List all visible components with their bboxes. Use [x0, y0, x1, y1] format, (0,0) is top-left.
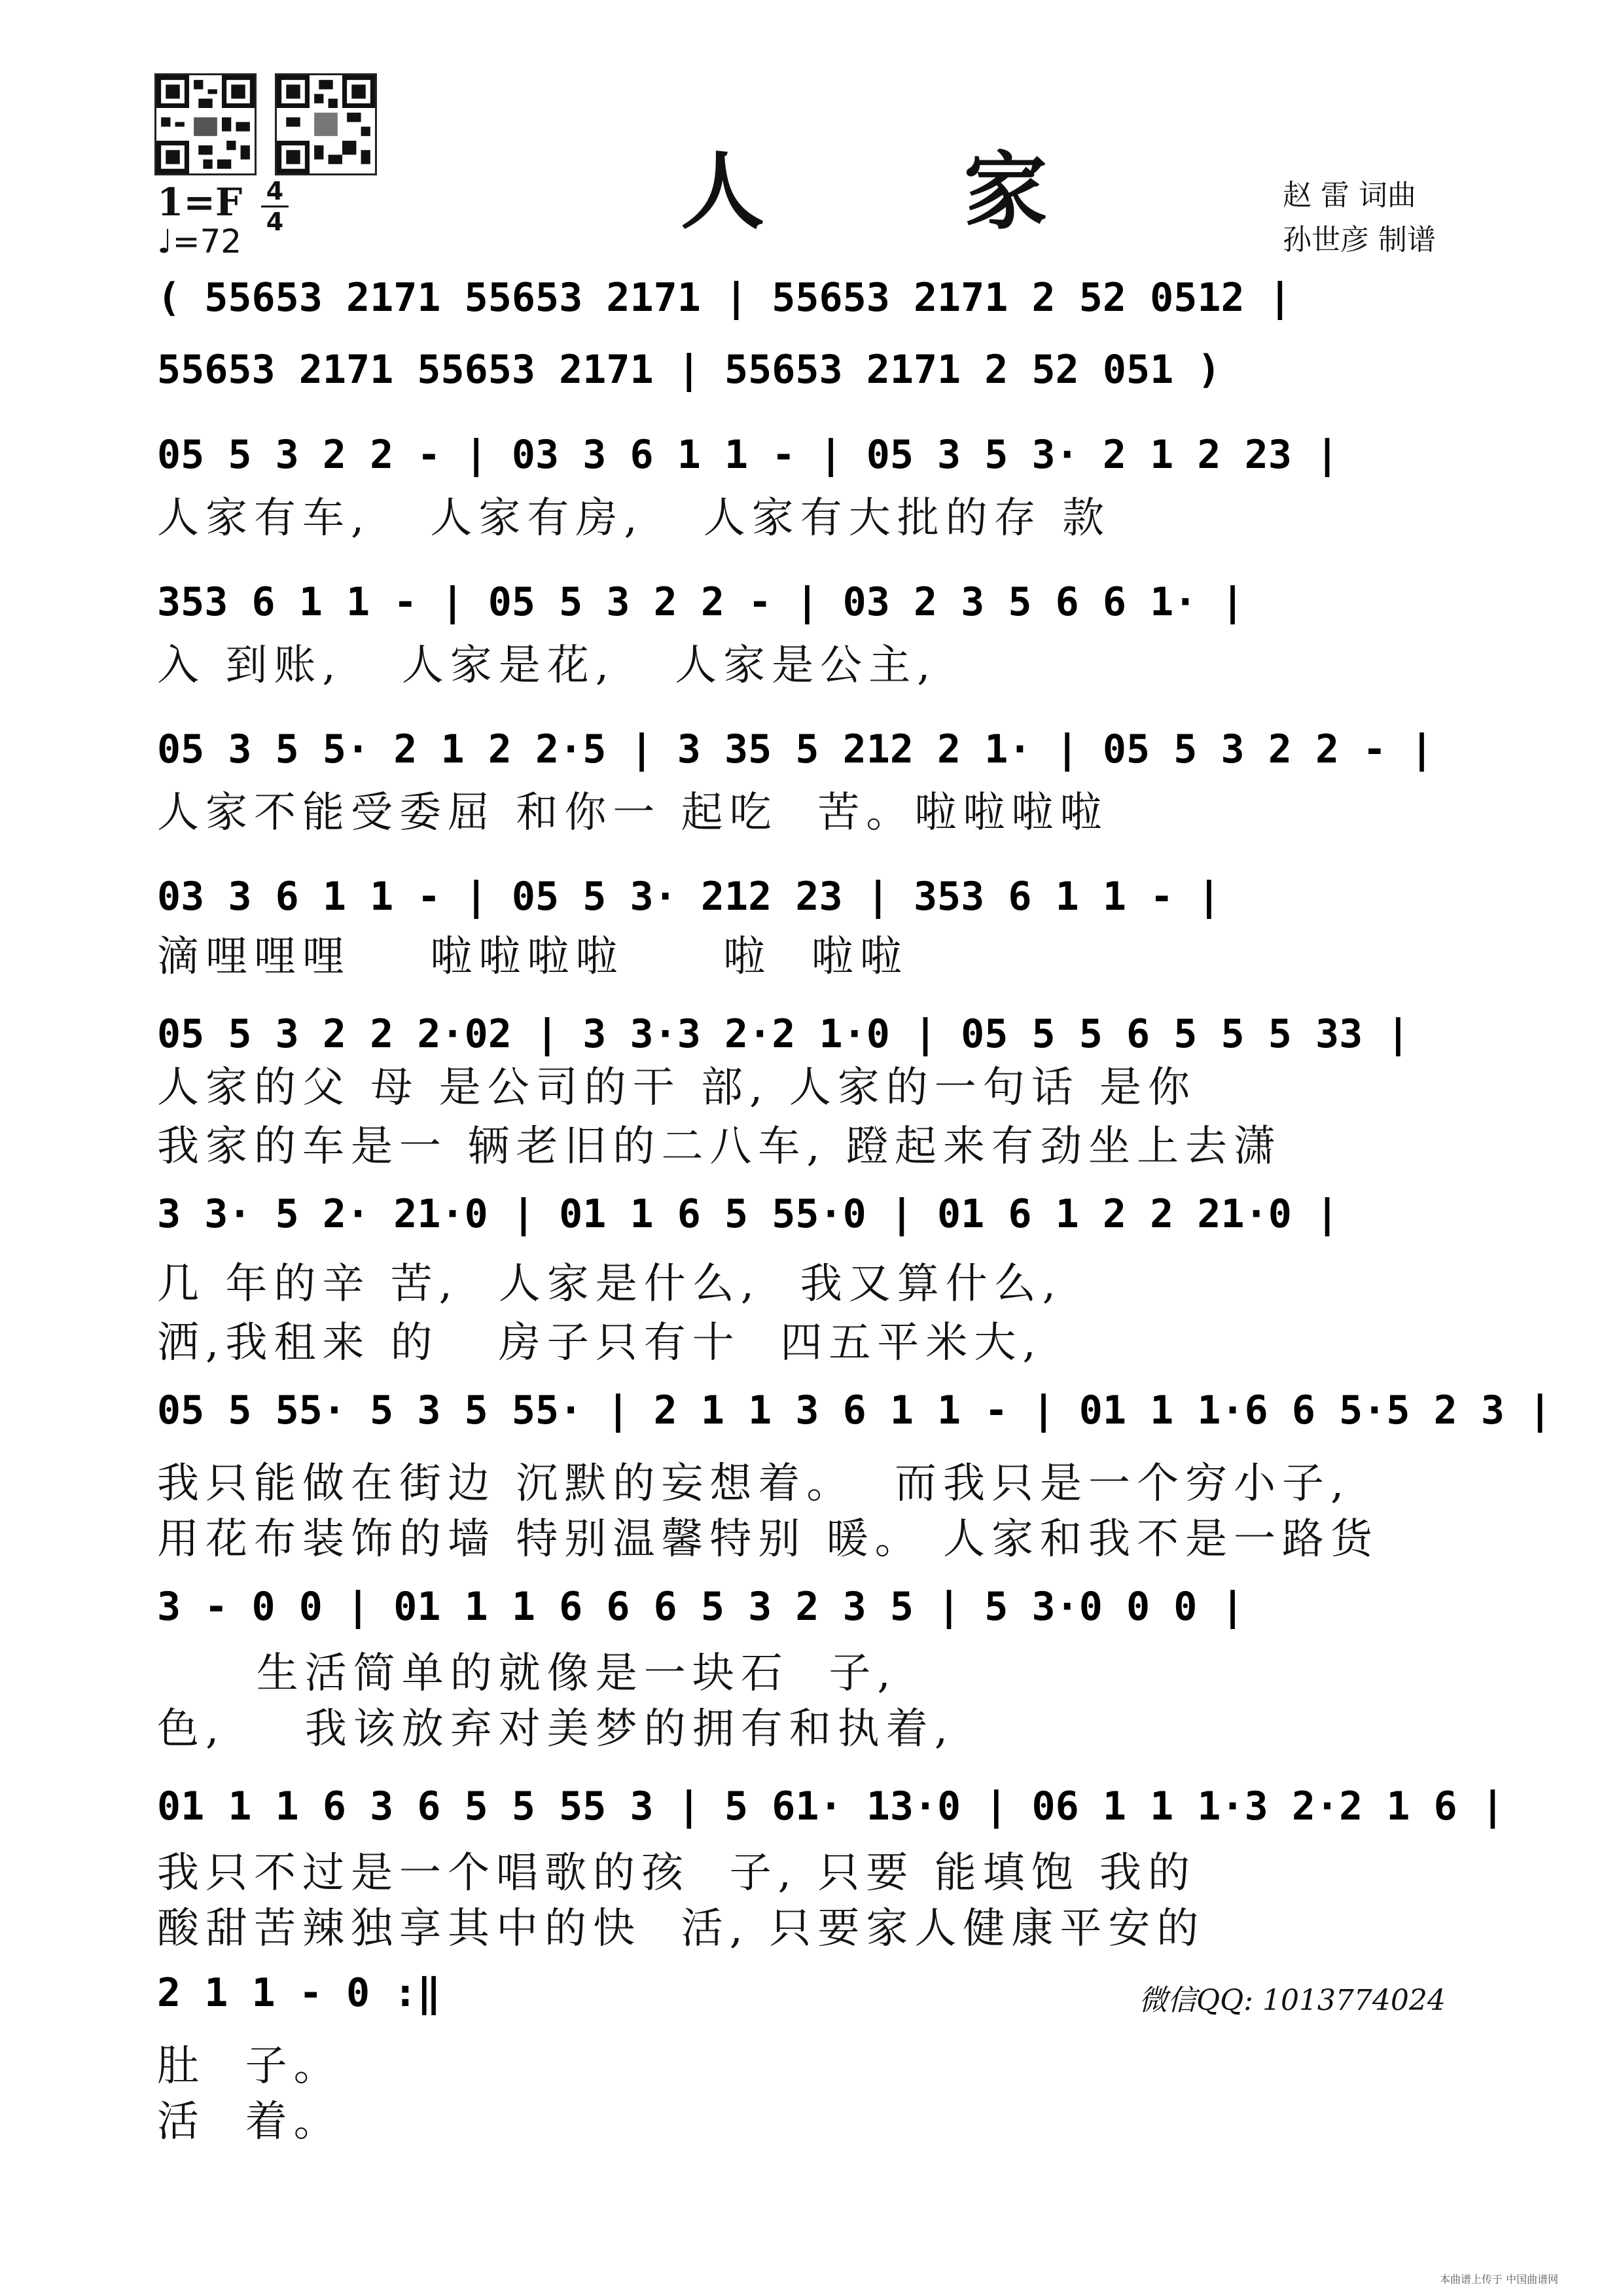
- notation-text: 05 5 3 2 2 - | 03 3 6 1 1 - | 05 3 5 3· 2 1 2 23 |: [157, 432, 1340, 478]
- lyric-line: 色, 我该放弃对美梦的拥有和执着,: [157, 1705, 955, 1753]
- notation-row: [0, 337, 1623, 422]
- lyric-line: 我家的车是一 辆老旧的二八车, 蹬起来有劲坐上去潇: [157, 1122, 1283, 1171]
- lyric-line: 用花布装饰的墙 特别温馨特别 暖。 人家和我不是一路货: [157, 1515, 1380, 1564]
- notation-text: 03 3 6 1 1 - | 05 5 3· 212 23 | 353 6 1 1 - |: [157, 874, 1221, 920]
- credit-lyrics-music: 赵 雷 词曲: [1283, 179, 1416, 212]
- lyric-line: 我只能做在街边 沉默的妄想着。 而我只是一个穷小子,: [157, 1460, 1351, 1508]
- notation-text: 05 5 55· 5 3 5 55· | 2 1 1 3 6 1 1 - | 01 1 1·6 6 5·5 2 3 |: [157, 1388, 1552, 1433]
- lyric-line: 酸甜苦辣独享其中的快 活, 只要家人健康平安的: [157, 1905, 1205, 1953]
- lyric-line: 洒,我租来 的 房子只有十 四五平米大,: [157, 1319, 1043, 1367]
- notation-text: 3 - 0 0 | 01 1 1 6 6 6 5 3 2 3 5 | 5 3·0 0 0 |: [157, 1584, 1245, 1630]
- tempo-marking: ♩=72: [157, 223, 242, 260]
- notation-text: 55653 2171 55653 2171 | 55653 2171 2 52 051 ): [157, 347, 1221, 393]
- wechat-qq-contact: 微信QQ: 1013774024: [1139, 1984, 1446, 2017]
- notation-text: ( 55653 2171 55653 2171 | 55653 2171 2 52 0512 |: [157, 275, 1292, 321]
- notation-text: 05 3 5 5· 2 1 2 2·5 | 3 35 5 212 2 1· | 05 5 3 2 2 - |: [157, 726, 1434, 772]
- meter-bottom: 4: [266, 207, 284, 236]
- key-signature: 1=F: [157, 180, 243, 224]
- lyric-line: 几 年的辛 苦, 人家是什么, 我又算什么,: [157, 1260, 1063, 1308]
- qr-code-right: [275, 73, 377, 175]
- lyric-line: 人家有车, 人家有房, 人家有大批的存 款: [157, 494, 1111, 543]
- time-signature: [259, 178, 291, 235]
- qr-code-right-pattern: [277, 75, 375, 173]
- notation-text: 353 6 1 1 - | 05 5 3 2 2 - | 03 2 3 5 6 6 1· |: [157, 579, 1245, 625]
- qr-code-left: [154, 73, 257, 175]
- notation-text: 3 3· 5 2· 21·0 | 01 1 6 5 55·0 | 01 6 1 2 2 21·0 |: [157, 1191, 1340, 1237]
- notation-text: 05 5 3 2 2 2·02 | 3 3·3 2·2 1·0 | 05 5 5 6 5 5 5 33 |: [157, 1011, 1410, 1057]
- lyric-line: 人家的父 母 是公司的干 部, 人家的一句话 是你: [157, 1064, 1197, 1112]
- qr-code-left-pattern: [156, 75, 255, 173]
- lyric-line: 我只不过是一个唱歌的孩 子, 只要 能填饱 我的: [157, 1849, 1197, 1897]
- notation-text: 2 1 1 - 0 :‖: [157, 1970, 441, 2016]
- lyric-line: 活 着。: [157, 2098, 342, 2146]
- lyric-line: 生活简单的就像是一块石 子,: [157, 1649, 897, 1698]
- upload-note: 本曲谱上传于 中国曲谱网: [1440, 2273, 1559, 2286]
- lyric-line: 人家不能受委屈 和你一 起吃 苦。啦啦啦啦: [157, 789, 1109, 837]
- song-title: 人 家: [681, 143, 1133, 241]
- credit-score: 孙世彦 制谱: [1283, 223, 1436, 257]
- notation-row-svg: [0, 337, 1623, 422]
- lyric-line: 肚 子。: [157, 2042, 342, 2090]
- lyric-line: 入 到账, 人家是花, 人家是公主,: [157, 641, 937, 690]
- lyric-line: 滴哩哩哩 啦啦啦啦 啦 啦啦: [157, 933, 908, 981]
- meter-top: 4: [266, 177, 284, 206]
- notation-text: 01 1 1 6 3 6 5 5 55 3 | 5 61· 13·0 | 06 1 1 1·3 2·2 1 6 |: [157, 1784, 1505, 1829]
